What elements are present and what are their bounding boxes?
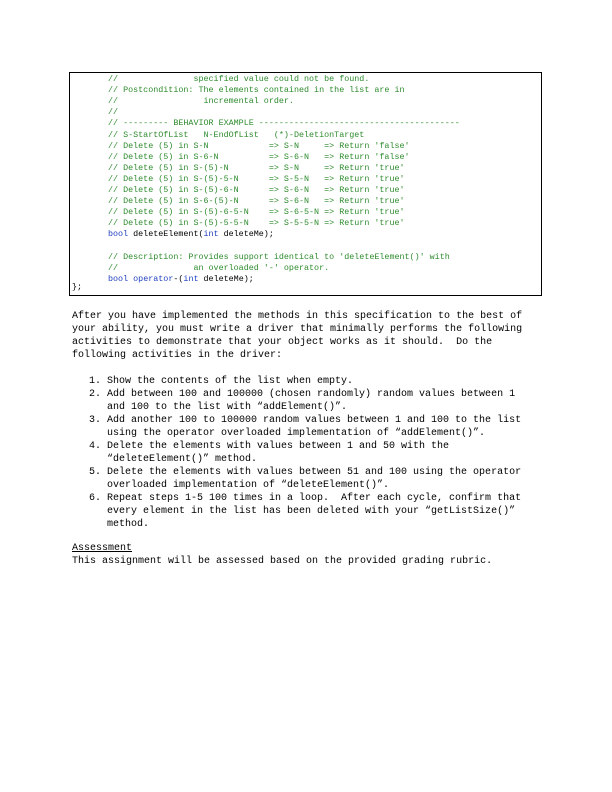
step-text: “deleteElement()” method. xyxy=(107,454,258,465)
intro-line: After you have implemented the methods in this specification to the best of xyxy=(72,311,523,322)
intro-line: following activities in the driver: xyxy=(72,350,283,361)
step-6-line xyxy=(89,518,539,531)
code-line xyxy=(108,152,410,163)
code-line xyxy=(108,118,460,129)
code-line xyxy=(108,207,405,218)
code-token: // Delete (5) in S-6-N => S-6-N => Return 'false' xyxy=(108,151,410,162)
code-token: bool xyxy=(108,229,129,240)
step-text: every element in the list has been deleted with your “getListSize()” xyxy=(107,506,516,517)
code-line xyxy=(108,274,254,285)
step-text: Delete the elements with values between 51 and 100 using the operator xyxy=(107,467,522,478)
code-line xyxy=(108,252,450,263)
code-token: // Delete (5) in S-(5)-N => S-N => Return 'true' xyxy=(108,162,405,173)
code-token: // Delete (5) in S-(5)-5-5-N => S-5-5-N => Return 'true' xyxy=(108,218,405,229)
step-text: and 100 to the list with “addElement()”. xyxy=(107,402,348,413)
step-number: 1. xyxy=(89,376,102,387)
step-5-line xyxy=(89,466,539,479)
step-number: 3. xyxy=(89,415,102,426)
step-2-line xyxy=(89,388,539,401)
step-4-line xyxy=(89,440,539,453)
code-line xyxy=(108,85,405,96)
code-token: // Delete (5) in S-(5)-5-N => S-5-N => Return 'true' xyxy=(108,173,405,184)
code-token: int xyxy=(183,273,199,284)
code-token: // an overloaded '-' operator. xyxy=(108,262,330,273)
step-text: overloaded implementation of “deleteElement()”. xyxy=(107,480,390,491)
code-line xyxy=(108,185,405,196)
code-token: // Delete (5) in S-(5)-6-5-N => S-6-5-N => Return 'true' xyxy=(108,207,405,218)
code-line xyxy=(108,218,405,229)
step-2-line xyxy=(89,401,539,414)
step-number: 5. xyxy=(89,467,102,478)
code-token: // S-StartOfList N-EndOfList (*)-DeletionTarget xyxy=(108,129,365,140)
intro-line: your ability, you must write a driver that minimally performs the following xyxy=(72,324,523,335)
code-line xyxy=(108,130,364,141)
step-4-line xyxy=(89,453,539,466)
step-text: method. xyxy=(107,519,150,530)
code-token: deleteElement( xyxy=(128,229,204,240)
code-token: // specified value could not be found. xyxy=(108,74,370,84)
code-token: // --------- BEHAVIOR EXAMPLE ---------------------------------------- xyxy=(108,118,460,129)
step-text: Add another 100 to 100000 random values between 1 and 100 to the list xyxy=(107,415,522,426)
code-token: bool xyxy=(108,273,129,284)
code-token: // Postcondition: The elements contained in the list are in xyxy=(108,85,405,96)
step-6-line xyxy=(89,492,539,505)
code-token: // Delete (5) in S-N => S-N => Return 'false' xyxy=(108,140,410,151)
code-closing-brace: }; xyxy=(72,281,83,292)
step-5-line xyxy=(89,479,539,492)
code-token: deleteMe); xyxy=(218,229,274,240)
step-text: using the operator overloaded implementation of “addElement()”. xyxy=(107,428,486,439)
code-line xyxy=(108,196,405,207)
code-token: // Delete (5) in S-6-(5)-N => S-6-N => Return 'true' xyxy=(108,196,405,207)
assessment-heading: Assessment xyxy=(72,543,133,554)
code-token: // xyxy=(108,107,119,118)
code-line xyxy=(108,74,369,85)
step-number: 4. xyxy=(89,441,102,452)
code-token: int xyxy=(203,229,219,240)
code-line xyxy=(108,96,294,107)
step-text: Show the contents of the list when empty. xyxy=(107,376,354,387)
code-line xyxy=(108,107,118,118)
code-token: operator xyxy=(133,273,174,284)
step-3-line xyxy=(89,427,539,440)
step-text: Add between 100 and 100000 (chosen randomly) random values between 1 xyxy=(107,389,516,400)
code-line xyxy=(108,141,410,152)
code-token: deleteMe); xyxy=(198,273,254,284)
assessment-text: This assignment will be assessed based on the provided grading rubric. xyxy=(72,556,493,567)
code-token: // Description: Provides support identical to 'deleteElement()' with xyxy=(108,251,450,262)
code-line xyxy=(108,163,405,174)
code-line xyxy=(108,229,274,240)
code-line xyxy=(108,263,329,274)
code-listing xyxy=(69,72,542,296)
code-token: -( xyxy=(173,273,184,284)
step-1-line xyxy=(89,375,539,388)
step-3-line xyxy=(89,414,539,427)
step-text: Delete the elements with values between 1 and 50 with the xyxy=(107,441,450,452)
step-text: Repeat steps 1-5 100 times in a loop. After each cycle, confirm that xyxy=(107,493,522,504)
intro-line: activities to demonstrate that your object works as it should. Do the xyxy=(72,337,493,348)
step-number: 2. xyxy=(89,389,102,400)
code-token: // Delete (5) in S-(5)-6-N => S-6-N => Return 'true' xyxy=(108,185,405,195)
code-token: // incremental order. xyxy=(108,96,294,107)
step-number: 6. xyxy=(89,493,102,504)
code-line xyxy=(108,174,405,185)
step-6-line xyxy=(89,505,539,518)
